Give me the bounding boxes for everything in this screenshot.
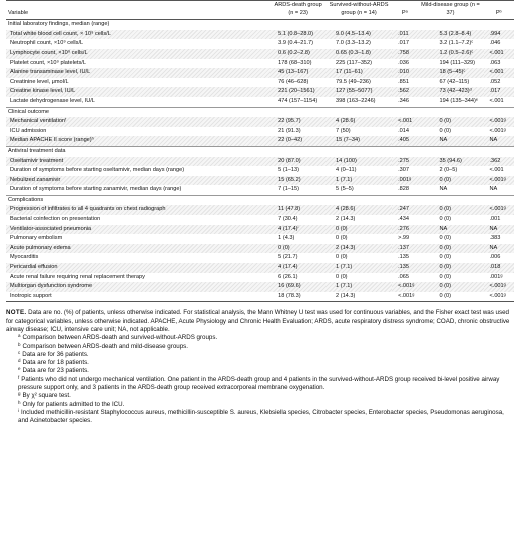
cell-p-a: .137 (392, 244, 417, 254)
footnote-text: Comparison between ARDS-death and mild-disease groups. (22, 342, 188, 350)
cell-ards-death: 5 (21.7) (278, 254, 298, 261)
section-header (6, 146, 514, 156)
table-notes (6, 309, 514, 425)
header-row (6, 1, 514, 20)
cell-survived: 2 (14.3) (326, 292, 392, 302)
cell-mild: 0 (0) (439, 127, 451, 134)
cell-p-b: <.001 (489, 97, 504, 104)
cell-p-b: <.001ᵍ (484, 282, 515, 292)
cell-p-b: NA (484, 136, 515, 146)
header-pa: Pᵃ (392, 1, 417, 20)
cell-ards-death: 3.9 (0.4–21.7) (278, 40, 314, 47)
cell-ards-death: 21 (91.3) (278, 127, 301, 134)
row-label: ICU admission (10, 127, 47, 134)
footnote (6, 409, 514, 426)
footnote (6, 392, 514, 400)
cell-mild: 0 (0) (417, 292, 483, 302)
row-label: Myocarditis (10, 254, 39, 261)
cell-p-b: .383 (489, 235, 501, 242)
footnote (6, 376, 514, 393)
footnote-mark: g (18, 391, 21, 397)
cell-ards-death: 178 (68–310) (278, 59, 312, 66)
cell-p-a: .562 (392, 87, 417, 97)
cell-p-b: <.001ᵍ (484, 205, 515, 215)
cell-mild: 0 (0) (417, 205, 483, 215)
table-row (6, 59, 514, 69)
row-label: Multiorgan dysfunction syndrome (6, 282, 270, 292)
cell-p-a: .405 (392, 136, 417, 146)
cell-ards-death: 4 (17.4)ⁱ (270, 225, 326, 235)
cell-p-a: .346 (398, 97, 409, 104)
cell-mild: 73 (42–423)ᵈ (417, 87, 483, 97)
table-row (6, 292, 514, 302)
cell-ards-death: 1 (4.3) (278, 235, 295, 242)
row-label: Duration of symptoms before starting zanamivir, median days (range) (10, 186, 182, 193)
cell-survived: 0 (0) (336, 254, 348, 261)
table-row (6, 234, 514, 244)
cell-survived: 0.65 (0.3–1.8) (326, 49, 392, 59)
note-text: Data are no. (%) of patients, unless otherwise indicated. For statistical analysis, the Mann Whitney U test was used for continuous variables, and the Fisher exact test was used for categorical variables, unless otherwise indicated. APACHE, Acute Physiology and Chronic Health Evaluation; ARDS, acute respiratory distress syndrome; COAD, chronic obstructive airway disease; ICU, intensive care unit; NA, not applicable. (6, 309, 510, 333)
table-row (6, 136, 514, 146)
cell-ards-death: 6 (26.1) (278, 273, 298, 280)
footnote-text: Comparison between ARDS-death and survived-without-ARDS groups. (22, 334, 218, 342)
table-row (6, 117, 514, 127)
cell-mild: 0 (0) (417, 117, 483, 127)
footnote-mark: e (18, 366, 21, 372)
cell-survived: 0 (0) (336, 273, 348, 280)
cell-p-b: .052 (489, 78, 501, 85)
row-label: Lactate dehydrogenase level, IU/L (10, 97, 95, 104)
cell-survived: 4 (28.6) (326, 205, 392, 215)
cell-p-b: NA (484, 225, 515, 235)
table-row (6, 78, 514, 88)
row-label: Pericardial effusion (6, 263, 270, 273)
cell-p-a: .434 (398, 216, 409, 223)
cell-p-b: <.001ᵍ (484, 292, 515, 302)
note-label: NOTE. (6, 309, 27, 317)
row-label: Nebulized zanamivir (6, 176, 270, 186)
cell-p-b: <.001 (484, 49, 515, 59)
row-label: Ventilator-associated pneumonia (6, 225, 270, 235)
cell-ards-death: 16 (69.6) (270, 282, 326, 292)
cell-p-b: <.001ᵍ (489, 127, 506, 134)
cell-mild: NA (417, 136, 483, 146)
cell-p-b: .017 (484, 87, 515, 97)
row-label: Duration of symptoms before starting oseltamivir, median days (range) (10, 167, 185, 174)
cell-survived: 7 (50) (336, 127, 351, 134)
cell-p-b: .001 (489, 216, 501, 223)
footnote-text: Only for patients admitted to the ICU. (22, 400, 125, 408)
cell-survived: 14 (100) (326, 157, 392, 167)
cell-ards-death: 7 (30.4) (278, 216, 298, 223)
table-row (6, 49, 514, 59)
cell-survived: 5 (5–5) (336, 186, 354, 193)
cell-survived: 7.0 (3.3–13.2) (336, 40, 371, 47)
cell-survived: 17 (11–61) (326, 68, 392, 78)
row-label: Creatinine level, μmol/L (10, 78, 69, 85)
row-label: Median APACHE II score (range)ʰ (6, 136, 270, 146)
cell-p-a: .017 (398, 40, 409, 47)
cell-survived: 1 (7.1) (326, 176, 392, 186)
cell-p-a: .010 (392, 68, 417, 78)
cell-p-b: <.001ᵍ (484, 117, 515, 127)
footnote (6, 401, 514, 409)
cell-mild: 0 (0) (417, 282, 483, 292)
cell-p-b: <.001 (489, 167, 504, 174)
cell-mild: 0 (0) (439, 216, 451, 223)
cell-p-a: .247 (392, 205, 417, 215)
footnote (6, 334, 514, 342)
section-header (6, 195, 514, 205)
header-survived: Survived-without-ARDS group (n = 14) (326, 1, 392, 20)
cell-survived: 4 (28.6) (326, 117, 392, 127)
cell-ards-death: 7 (1–15) (278, 186, 300, 193)
row-label: Neutrophil count, ×10⁹ cells/L (10, 40, 84, 47)
table-row (6, 68, 514, 78)
cell-p-a: .828 (398, 186, 409, 193)
footnote-mark: c (18, 349, 21, 355)
table-row (6, 166, 514, 176)
header-pb: Pᵇ (484, 1, 515, 20)
cell-survived: 4 (0–11) (336, 167, 357, 174)
row-label: Creatine kinase level, IU/L (6, 87, 270, 97)
cell-p-b: <.001 (484, 68, 515, 78)
cell-p-a: .135 (398, 254, 409, 261)
cell-p-a: <.001ᵍ (392, 282, 417, 292)
cell-mild: 194 (111–329) (439, 59, 476, 66)
cell-p-b: .018 (484, 263, 515, 273)
cell-p-b: .994 (484, 30, 515, 40)
header-variable: Variable (6, 1, 270, 20)
cell-p-a: .014 (398, 127, 409, 134)
footnote-mark: f (18, 374, 20, 380)
cell-ards-death: 0 (0) (270, 244, 326, 254)
cell-ards-death: 5.1 (0.8–28.0) (270, 30, 326, 40)
row-label: Lymphocyte count, ×10⁹ cells/L (6, 49, 270, 59)
cell-mild: 0 (0) (417, 244, 483, 254)
table-row (6, 30, 514, 40)
footnote-mark: d (18, 358, 21, 364)
cell-mild: 194 (135–344)ᵉ (439, 97, 478, 104)
cell-mild: 67 (42–115) (439, 78, 470, 85)
cell-p-b: NA (484, 244, 515, 254)
cell-p-b: <.001ᵍ (484, 176, 515, 186)
cell-p-a: .065 (398, 273, 409, 280)
table-body (6, 20, 514, 302)
section-header (6, 20, 514, 30)
cell-mild: 0 (0) (439, 273, 451, 280)
footnote-mark: h (18, 399, 21, 405)
table-row (6, 282, 514, 292)
table-row (6, 253, 514, 263)
row-label: Inotropic support (6, 292, 270, 302)
header-mild: Mild-disease group (n = 37) (417, 1, 483, 20)
cell-survived: 225 (117–352) (336, 59, 373, 66)
footnotes (6, 334, 514, 425)
footnote (6, 367, 514, 375)
cell-ards-death: 4 (17.4) (270, 263, 326, 273)
cell-survived: 2 (14.3) (326, 244, 392, 254)
cell-p-b: .063 (489, 59, 501, 66)
row-label: Acute renal failure requiring renal replacement therapy (10, 273, 145, 280)
row-label: Oseltamivir treatment (6, 157, 270, 167)
document (6, 0, 514, 426)
table-row (6, 215, 514, 225)
cell-mild: 1.2 (0.5–2.6)ᶜ (417, 49, 483, 59)
footnote-text: Included methicillin-resistant Staphylococcus aureus, methicillin-susceptible S. aureus, Klebsiella species, Citrobacter species, Enterobacter species, Pseudomonas aeruginosa, and Acinetobacter species. (18, 408, 504, 425)
table-row (6, 176, 514, 186)
table-row (6, 39, 514, 49)
cell-mild: 18 (5–45)ᶜ (417, 68, 483, 78)
cell-survived: 2 (14.3) (336, 216, 356, 223)
cell-p-b: .001ᵍ (489, 273, 503, 280)
cell-mild: 0 (0) (439, 235, 451, 242)
footnote-mark: a (18, 333, 21, 339)
table-row (6, 263, 514, 273)
cell-mild: 0 (0) (417, 263, 483, 273)
cell-p-a: >.99 (398, 235, 410, 242)
cell-ards-death: 22 (0–42) (270, 136, 326, 146)
cell-mild: NA (439, 186, 448, 193)
cell-p-a: .276 (392, 225, 417, 235)
footnote (6, 351, 514, 359)
table-row (6, 273, 514, 283)
cell-mild: NA (417, 225, 483, 235)
cell-survived: 1 (7.1) (326, 263, 392, 273)
cell-survived: 9.0 (4.5–13.4) (326, 30, 392, 40)
cell-survived: 79.5 (49–236) (336, 78, 371, 85)
row-label: Platelet count, ×10⁹ platelets/L (10, 59, 86, 66)
footnote-mark: b (18, 341, 21, 347)
cell-p-a: .036 (398, 59, 409, 66)
cell-p-b: .006 (489, 254, 501, 261)
section-title: Antiviral treatment data (6, 146, 514, 156)
section-title: Initial laboratory findings, median (range) (6, 20, 514, 30)
cell-ards-death: 221 (20–1561) (270, 87, 326, 97)
cell-ards-death: 15 (65.2) (270, 176, 326, 186)
footnote-text: Patients who did not undergo mechanical ventilation. One patient in the ARDS-death group and 4 patients in the survived-without-ARDS group received bi-level positive airway pressure support only, and 3 patients in the ARDS-death group received extracorporeal membrane oxygenation. (18, 375, 500, 392)
cell-mild: 0 (0) (417, 176, 483, 186)
cell-p-a: .135 (392, 263, 417, 273)
cell-p-a: <.001 (392, 117, 417, 127)
cell-p-b: NA (489, 186, 498, 193)
section-title: Clinical outcome (6, 107, 514, 117)
table-row (6, 244, 514, 254)
section-header (6, 107, 514, 117)
cell-p-a: .758 (392, 49, 417, 59)
row-label: Mechanical ventilationᶠ (6, 117, 270, 127)
note-paragraph (6, 309, 514, 334)
cell-survived: 0 (0) (336, 235, 348, 242)
cell-ards-death: 18 (78.3) (270, 292, 326, 302)
cell-ards-death: 22 (95.7) (270, 117, 326, 127)
cell-ards-death: 0.6 (0.2–2.8) (270, 49, 326, 59)
table-row (6, 225, 514, 235)
cell-p-b: .362 (484, 157, 515, 167)
table-row (6, 157, 514, 167)
row-label: Acute pulmonary edema (6, 244, 270, 254)
cell-survived: 15 (7–34) (326, 136, 392, 146)
section-title: Complications (6, 195, 514, 205)
header-ards-death: ARDS-death group (n = 23) (270, 1, 326, 20)
cell-mild: 3.2 (1.1–7.2)ᶜ (439, 40, 474, 47)
row-label: Total white blood cell count, × 10⁹ cells/L (6, 30, 270, 40)
cell-ards-death: 20 (87.0) (270, 157, 326, 167)
table-row (6, 97, 514, 107)
cell-p-a: .851 (398, 78, 409, 85)
cell-survived: 127 (55–5077) (326, 87, 392, 97)
cell-p-a: .001ᵍ (392, 176, 417, 186)
footnote-mark: i (18, 407, 19, 413)
cell-survived: 0 (0) (326, 225, 392, 235)
footnote (6, 343, 514, 351)
cell-p-a: <.001ᵍ (392, 292, 417, 302)
cell-p-a: .275 (392, 157, 417, 167)
footnote-text: Data are for 23 patients. (22, 367, 89, 375)
table-row (6, 185, 514, 195)
row-label: Alanine transaminase level, IU/L (6, 68, 270, 78)
row-label: Progression of infiltrates to all 4 quadrants on chest radiograph (6, 205, 270, 215)
footnote-text: Data are for 18 patients. (22, 359, 89, 367)
cell-survived: 1 (7.1) (326, 282, 392, 292)
cell-ards-death: 5 (1–13) (278, 167, 300, 174)
cell-mild: 2 (0–5) (439, 167, 458, 174)
cell-ards-death: 11 (47.8) (270, 205, 326, 215)
table-row (6, 205, 514, 215)
cell-p-a: .307 (398, 167, 409, 174)
cell-mild: 5.3 (2.8–8.4) (417, 30, 483, 40)
row-label: Pulmonary embolism (10, 235, 63, 242)
cell-ards-death: 474 (157–1154) (278, 97, 318, 104)
cell-ards-death: 45 (13–167) (270, 68, 326, 78)
cell-p-b: .046 (489, 40, 501, 47)
footnote-text: By χ² square test. (22, 392, 71, 400)
results-table (6, 0, 514, 302)
table-row (6, 127, 514, 137)
table-row (6, 87, 514, 97)
cell-mild: 35 (94.6) (417, 157, 483, 167)
cell-mild: 0 (0) (439, 254, 451, 261)
cell-ards-death: 76 (46–628) (278, 78, 309, 85)
row-label: Bacterial coinfection on presentation (10, 216, 101, 223)
cell-p-a: .011 (392, 30, 417, 40)
footnote-text: Data are for 36 patients. (22, 350, 89, 358)
cell-survived: 398 (163–2246) (336, 97, 376, 104)
